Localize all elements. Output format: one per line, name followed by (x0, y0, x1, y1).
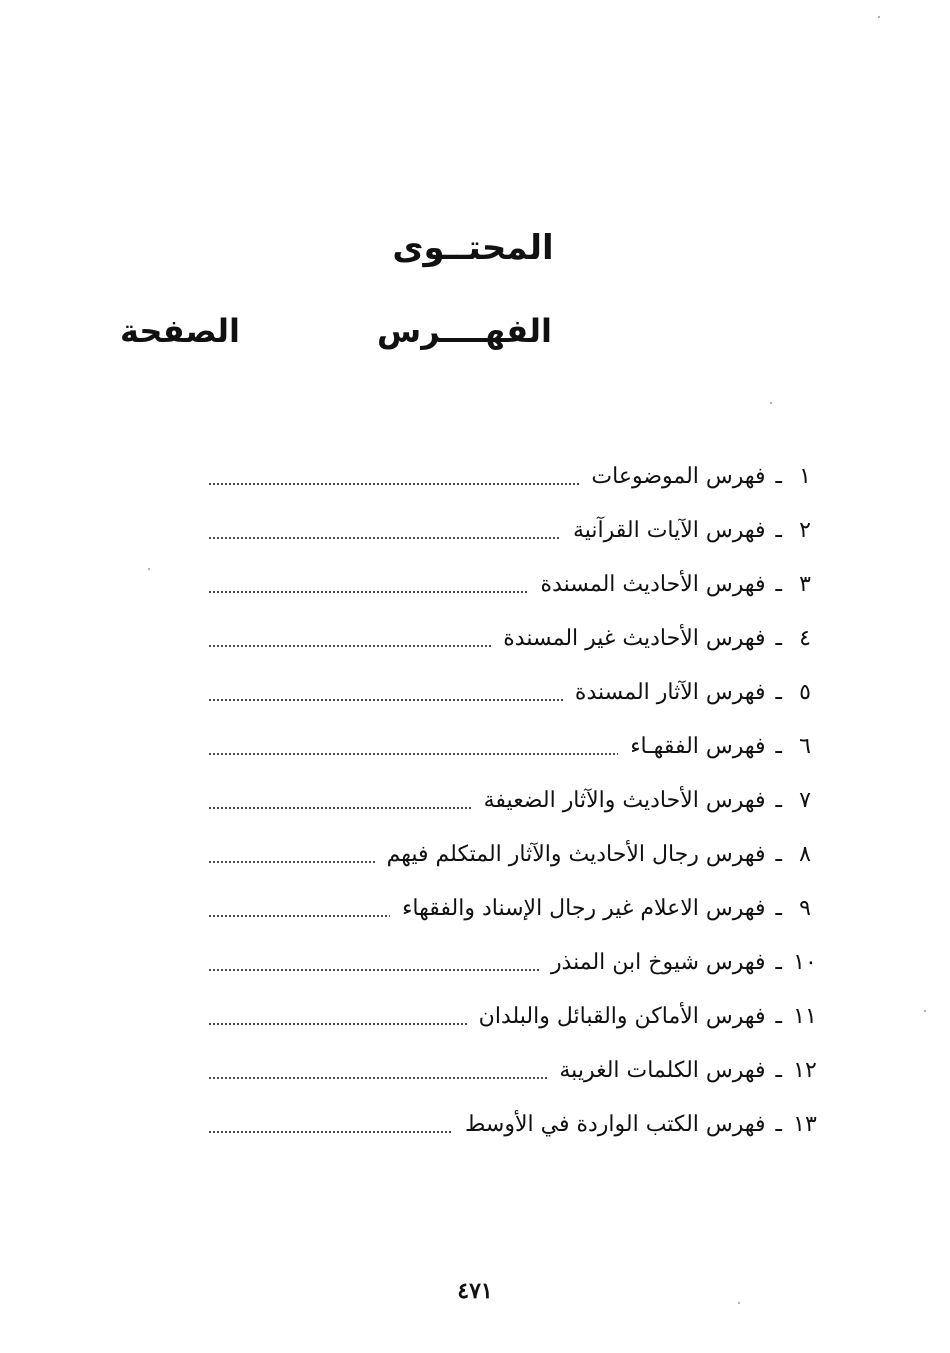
entry-dash: ـ (775, 734, 782, 759)
entry-number: ١ (799, 464, 811, 489)
toc-entry-5 (208, 666, 820, 720)
entry-dash: ـ (775, 1004, 782, 1029)
dot-leader (208, 861, 375, 863)
toc-entry-10 (208, 936, 820, 990)
toc-entry-1 (208, 450, 820, 504)
entry-label: فهرس الآثار المسندة (574, 680, 766, 705)
entry-number: ٥ (799, 680, 811, 705)
entry-label: فهرس الكتب الواردة في الأوسط (465, 1112, 766, 1137)
page-title: المحتــوى (392, 228, 554, 268)
dot-leader (208, 645, 491, 647)
toc-entry-13 (208, 1098, 820, 1152)
entry-dash: ـ (775, 680, 782, 705)
entry-dash: ـ (775, 788, 782, 813)
entry-number: ٩ (799, 896, 811, 921)
entry-label: فهرس الكلمات الغريبة (559, 1058, 766, 1083)
entry-number: ٧ (799, 788, 811, 813)
entry-dash: ـ (775, 842, 782, 867)
entry-label: فهرس الأحاديث المسندة (540, 572, 766, 597)
toc-entry-9 (208, 882, 820, 936)
scan-speck (738, 1302, 740, 1304)
entry-label: فهرس الأحاديث غير المسندة (503, 626, 766, 651)
scan-speck (924, 1010, 926, 1012)
index-column-header: الفهــــرس (377, 312, 552, 350)
entry-number: ١١ (793, 1004, 817, 1029)
dot-leader (208, 753, 618, 755)
entry-label: فهرس الاعلام غير رجال الإسناد والفقهاء (402, 896, 766, 921)
entry-dash: ـ (775, 518, 782, 543)
entry-label: فهرس الأحاديث والآثار الضعيفة (483, 788, 766, 813)
dot-leader (208, 699, 563, 701)
dot-leader (208, 483, 579, 485)
entry-label: فهرس الفقهـاء (630, 734, 766, 759)
toc-entry-7 (208, 774, 820, 828)
entry-dash: ـ (775, 626, 782, 651)
table-of-contents (208, 450, 820, 1152)
entry-dash: ـ (775, 572, 782, 597)
dot-leader (208, 591, 529, 593)
toc-entry-2 (208, 504, 820, 558)
toc-entry-11 (208, 990, 820, 1044)
entry-number: ١٠ (793, 950, 817, 975)
toc-entry-8 (208, 828, 820, 882)
scan-speck (770, 402, 772, 404)
page-column-header: الصفحة (120, 312, 241, 350)
toc-entry-3 (208, 558, 820, 612)
entry-dash: ـ (775, 950, 782, 975)
entry-dash: ـ (775, 1058, 782, 1083)
dot-leader (208, 1077, 547, 1079)
entry-dash: ـ (775, 1112, 782, 1137)
dot-leader (208, 915, 390, 917)
entry-number: ٤ (799, 626, 811, 651)
toc-entry-4 (208, 612, 820, 666)
table-header (0, 312, 950, 362)
entry-dash: ـ (775, 896, 782, 921)
dot-leader (208, 537, 561, 539)
dot-leader (208, 1131, 453, 1133)
dot-leader (208, 807, 472, 809)
toc-entry-12 (208, 1044, 820, 1098)
entry-label: فهرس الآيات القرآنية (572, 518, 766, 543)
entry-number: ٣ (799, 572, 811, 597)
entry-number: ٦ (799, 734, 811, 759)
entry-number: ١٣ (793, 1112, 817, 1137)
entry-dash: ـ (775, 464, 782, 489)
page-number: ٤٧١ (457, 1278, 493, 1304)
scan-speck (148, 568, 150, 570)
entry-number: ٢ (799, 518, 811, 543)
entry-number: ١٢ (793, 1058, 817, 1083)
toc-entry-6 (208, 720, 820, 774)
dot-leader (208, 1023, 467, 1025)
entry-label: فهرس الأماكن والقبائل والبلدان (478, 1004, 766, 1029)
entry-label: فهرس الموضوعات (591, 464, 766, 489)
dot-leader (208, 969, 539, 971)
entry-number: ٨ (799, 842, 811, 867)
entry-label: فهرس رجال الأحاديث والآثار المتكلم فيهم (386, 842, 766, 867)
entry-label: فهرس شيوخ ابن المنذر (550, 950, 766, 975)
scan-speck (878, 16, 880, 18)
